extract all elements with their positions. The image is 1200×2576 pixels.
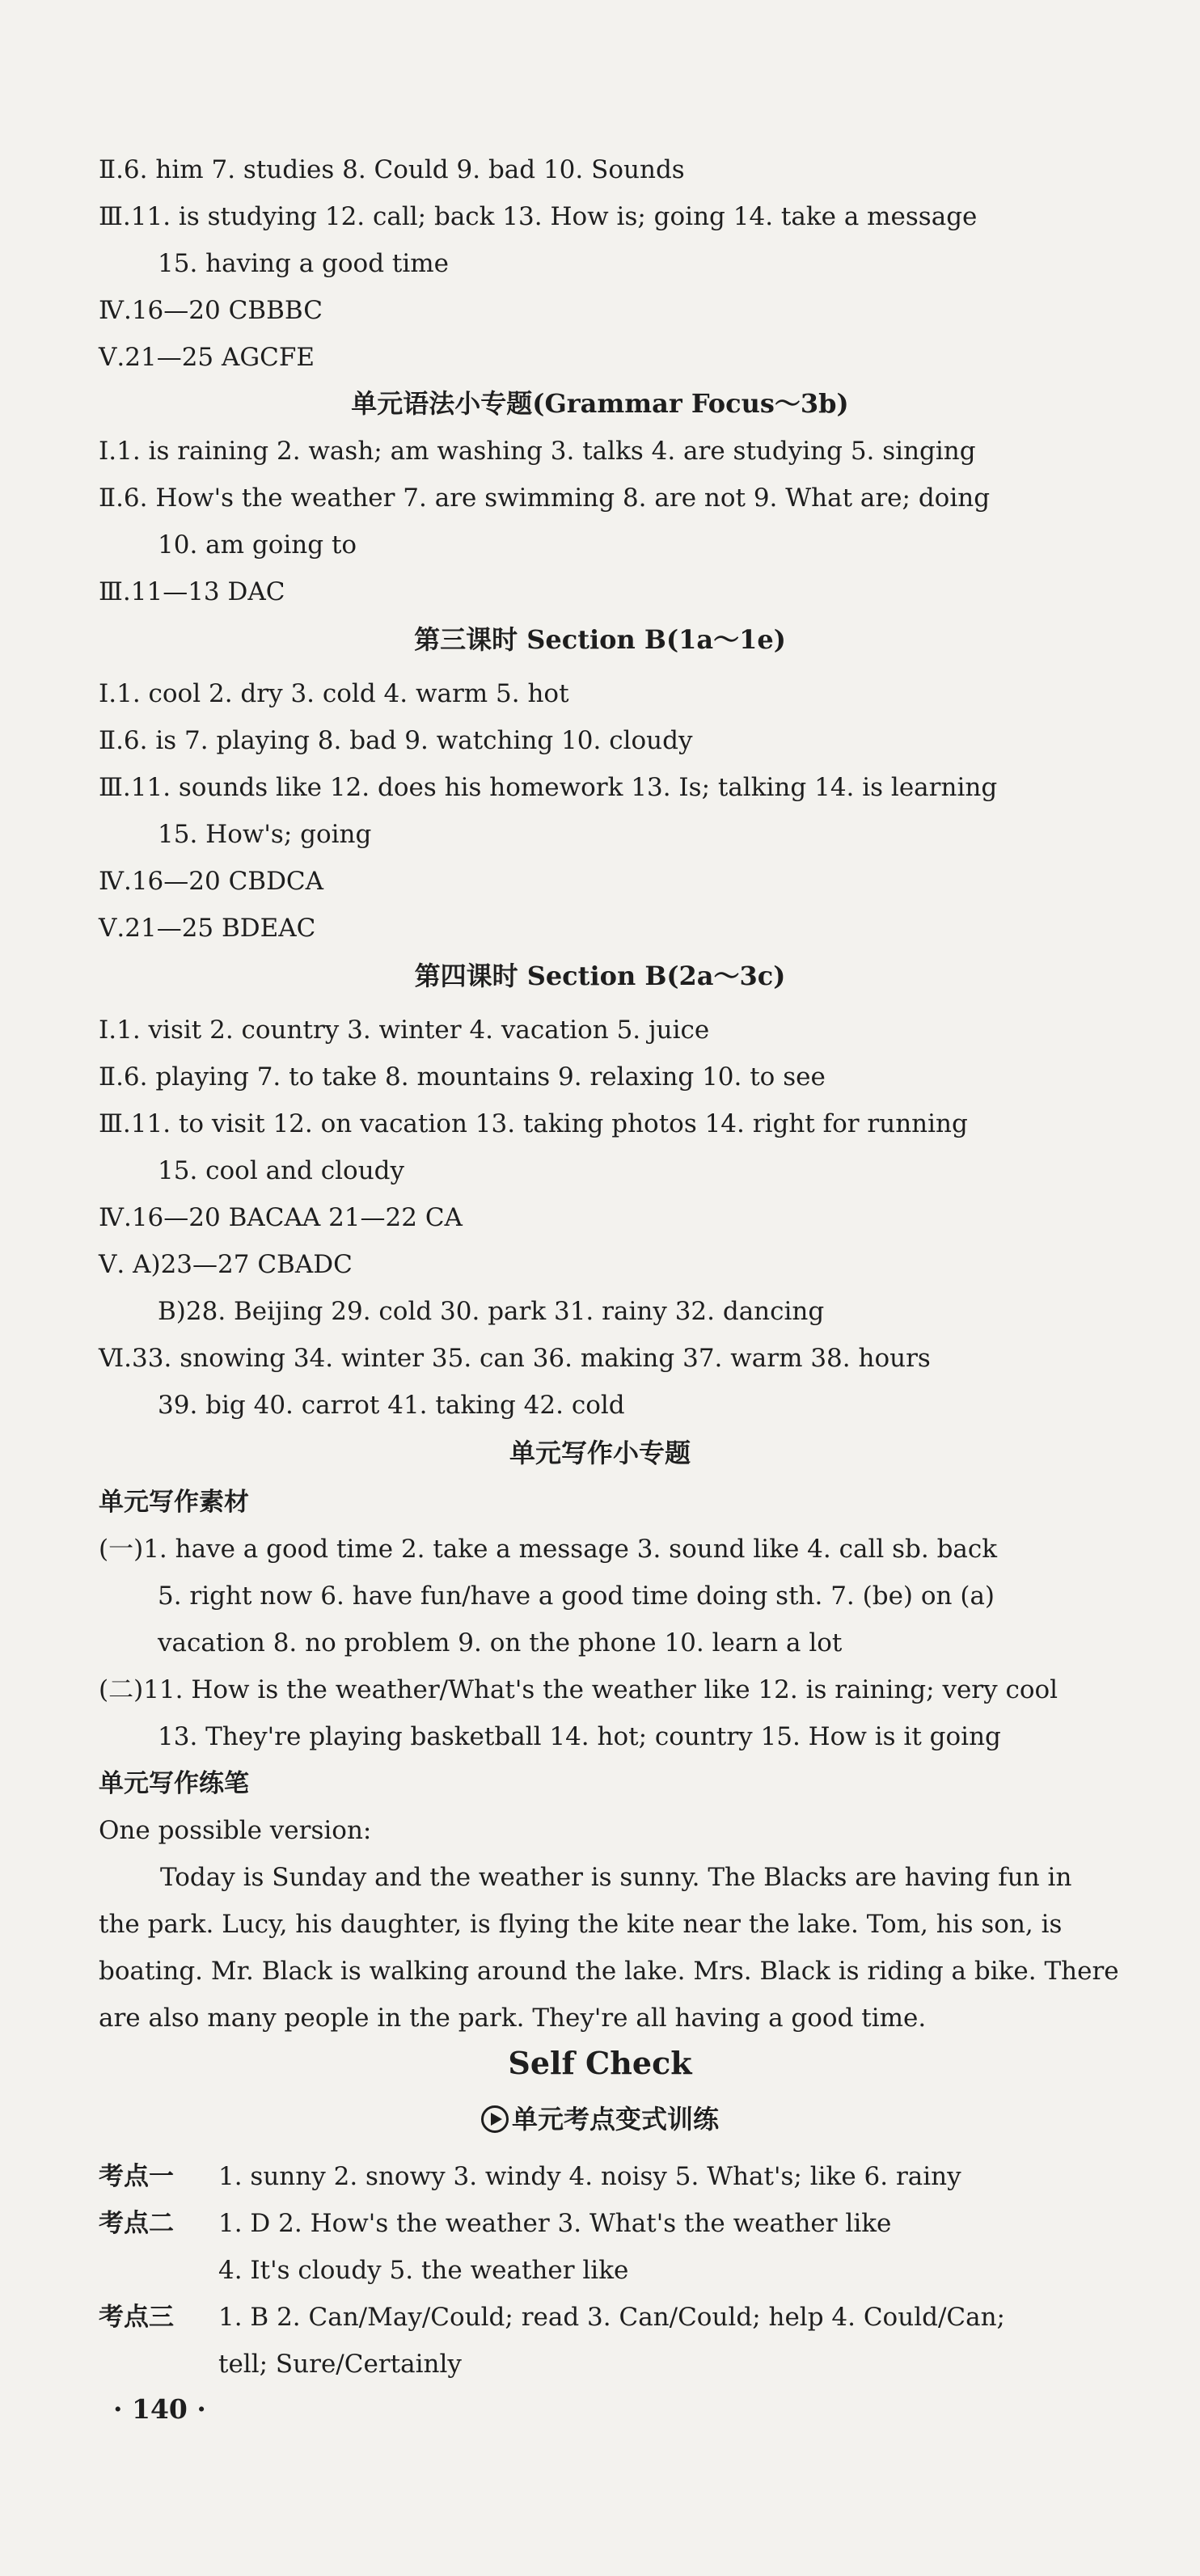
answer-line: Ⅱ.6. How's the weather 7. are swimming 8. are not 9. What are; doing [99, 484, 991, 513]
answer-line: 15. cool and cloudy [158, 1156, 405, 1185]
answer-line: vacation 8. no problem 9. on the phone 10. learn a lot [158, 1628, 843, 1658]
section-heading: 第四课时 Section B(2a～3c) [414, 961, 786, 991]
essay-line: boating. Mr. Black is walking around the lake. Mrs. Black is riding a bike. There [99, 1957, 1119, 1986]
point-label: 考点一 [99, 2162, 174, 2191]
answer-line: Ⅳ.16—20 CBDCA [99, 867, 324, 896]
answer-line: 13. They're playing basketball 14. hot; country 15. How is it going [158, 1722, 1001, 1751]
answer-line [99, 2160, 1168, 2193]
answer-line: Ⅰ.1. visit 2. country 3. winter 4. vacation 5. juice [99, 1016, 710, 1045]
answer-line: 4. It's cloudy 5. the weather like [218, 2256, 629, 2285]
answer-line: tell; Sure/Certainly [218, 2350, 462, 2379]
answer-line: Ⅱ.6. is 7. playing 8. bad 9. watching 10. cloudy [99, 726, 693, 755]
section-heading: 单元写作小专题 [509, 1438, 691, 1468]
answer-line: Ⅰ.1. cool 2. dry 3. cold 4. warm 5. hot [99, 679, 569, 708]
answer-line: Ⅴ.21—25 AGCFE [99, 343, 315, 372]
answer-line: Ⅲ.11. to visit 12. on vacation 13. taking photos 14. right for running [99, 1109, 968, 1138]
point-label: 考点三 [99, 2303, 174, 2332]
answer-line: Ⅰ.1. is raining 2. wash; am washing 3. talks 4. are studying 5. singing [99, 437, 976, 466]
point-answers: 1. D 2. How's the weather 3. What's the weather like [218, 2209, 892, 2238]
subsection-heading: 单元写作素材 [99, 1488, 249, 1517]
badge-heading [0, 2102, 1200, 2136]
section-heading: 第三课时 Section B(1a～1e) [414, 624, 786, 655]
answer-line: Ⅲ.11—13 DAC [99, 577, 285, 606]
point-label: 考点二 [99, 2209, 174, 2238]
answer-line: One possible version: [99, 1816, 372, 1845]
answer-line: Ⅲ.11. is studying 12. call; back 13. How is; going 14. take a message [99, 202, 978, 231]
answer-line: (一)1. have a good time 2. take a message 3. sound like 4. call sb. back [99, 1535, 998, 1564]
answer-line: Ⅱ.6. him 7. studies 8. Could 9. bad 10. Sounds [99, 155, 685, 184]
answer-line: Ⅱ.6. playing 7. to take 8. mountains 9. relaxing 10. to see [99, 1062, 826, 1092]
essay-line: the park. Lucy, his daughter, is flying the kite near the lake. Tom, his son, is [99, 1910, 1063, 1939]
answer-line: Ⅵ.33. snowing 34. winter 35. can 36. making 37. warm 38. hours [99, 1344, 931, 1373]
section-heading: 单元语法小专题(Grammar Focus～3b) [351, 388, 849, 419]
answer-line: (二)11. How is the weather/What's the weather like 12. is raining; very cool [99, 1675, 1058, 1704]
answer-line: Ⅳ.16—20 BACAA 21—22 CA [99, 1203, 463, 1232]
badge-heading-text: 单元考点变式训练 [511, 2104, 719, 2135]
answer-line: 15. having a good time [158, 249, 450, 278]
essay-line: Today is Sunday and the weather is sunny. The Blacks are having fun in [160, 1863, 1072, 1892]
point-answers: 1. B 2. Can/May/Could; read 3. Can/Could; help 4. Could/Can; [218, 2303, 1006, 2332]
answer-line: Ⅴ.21—25 BDEAC [99, 914, 316, 943]
answer-line: 39. big 40. carrot 41. taking 42. cold [158, 1391, 625, 1420]
answer-line: 10. am going to [158, 530, 357, 560]
answer-line: B)28. Beijing 29. cold 30. park 31. rainy 32. dancing [158, 1297, 825, 1326]
answer-line [99, 2207, 1168, 2240]
answer-line: Ⅲ.11. sounds like 12. does his homework 13. Is; talking 14. is learning [99, 773, 998, 802]
subsection-heading: 单元写作练笔 [99, 1769, 249, 1798]
page-number: · 140 · [113, 2393, 206, 2425]
section-heading: Self Check [508, 2045, 692, 2081]
answer-line: 5. right now 6. have fun/have a good time doing sth. 7. (be) on (a) [158, 1581, 995, 1611]
answer-line: Ⅳ.16—20 CBBBC [99, 296, 323, 325]
essay-line: are also many people in the park. They're all having a good time. [99, 2004, 927, 2033]
answer-line: 15. How's; going [158, 820, 372, 849]
answer-line: Ⅴ. A)23—27 CBADC [99, 1250, 353, 1279]
answer-line [99, 2301, 1168, 2333]
arrow-right-icon [481, 2105, 509, 2133]
point-answers: 1. sunny 2. snowy 3. windy 4. noisy 5. What's; like 6. rainy [218, 2162, 961, 2191]
